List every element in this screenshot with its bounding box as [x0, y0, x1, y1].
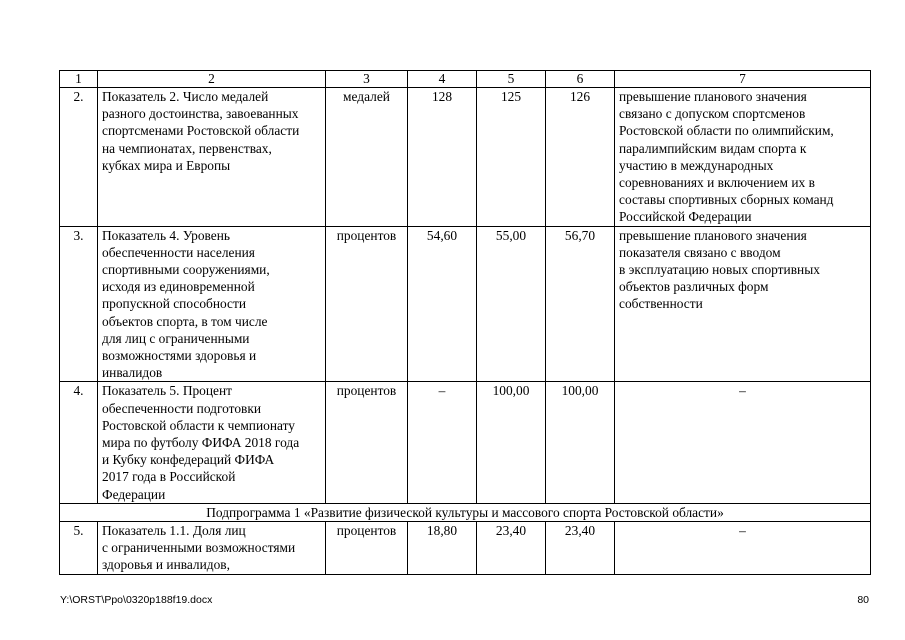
subprogram-title: Подпрограмма 1 «Развитие физической культуры и массового спорта Ростовской области» [60, 503, 871, 521]
page-number: 80 [857, 594, 869, 606]
indicator-name: Показатель 2. Число медалей разного достоинства, завоеванных спортсменами Ростовской области на чемпионатах, первенствах, кубках мира и Европы [98, 88, 326, 227]
indicator-name: Показатель 5. Процент обеспеченности подготовки Ростовской области к чемпионату мира по футболу ФИФА 2018 года и Кубку конфедераций ФИФА 2017 года в Российской Федерации [98, 382, 326, 503]
header-row [60, 71, 871, 88]
table-row [60, 226, 871, 382]
value-col-6: 56,70 [546, 226, 615, 382]
row-number: 2. [60, 88, 98, 227]
indicators-table [59, 70, 871, 575]
header-col-7: 7 [615, 71, 871, 88]
header-col-3: 3 [326, 71, 408, 88]
row-number: 5. [60, 522, 98, 575]
value-col-6: 100,00 [546, 382, 615, 503]
footer-file-path: Y:\ORST\Ppo\0320p188f19.docx [60, 594, 213, 606]
value-col-4: 128 [408, 88, 477, 227]
header-col-2: 2 [98, 71, 326, 88]
value-col-6: 23,40 [546, 522, 615, 575]
header-col-5: 5 [477, 71, 546, 88]
deviation-note: превышение планового значения показателя связано с вводом в эксплуатацию новых спортивных объектов различных форм собственности [615, 226, 871, 382]
value-col-5: 23,40 [477, 522, 546, 575]
row-number: 3. [60, 226, 98, 382]
unit: процентов [326, 226, 408, 382]
indicator-name: Показатель 1.1. Доля лиц с ограниченными возможностями здоровья и инвалидов, [98, 522, 326, 575]
subprogram-row [60, 503, 871, 521]
value-col-4: – [408, 382, 477, 503]
deviation-note: превышение планового значения связано с допуском спортсменов Ростовской области по олимпийским, паралимпийским видам спорта к участию в международных соревнованиях и включением их в составы спортивных сборных команд Российской Федерации [615, 88, 871, 227]
unit: процентов [326, 382, 408, 503]
unit: медалей [326, 88, 408, 227]
header-col-6: 6 [546, 71, 615, 88]
deviation-note: – [615, 382, 871, 503]
value-col-6: 126 [546, 88, 615, 227]
indicator-name: Показатель 4. Уровень обеспеченности населения спортивными сооружениями, исходя из единовременной пропускной способности объектов спорта, в том числе для лиц с ограниченными возможностями здоровья и инвалидов [98, 226, 326, 382]
unit: процентов [326, 522, 408, 575]
value-col-5: 55,00 [477, 226, 546, 382]
table-row [60, 88, 871, 227]
deviation-note: – [615, 522, 871, 575]
header-col-1: 1 [60, 71, 98, 88]
row-number: 4. [60, 382, 98, 503]
table-row [60, 522, 871, 575]
value-col-4: 18,80 [408, 522, 477, 575]
value-col-5: 125 [477, 88, 546, 227]
table-row [60, 382, 871, 503]
header-col-4: 4 [408, 71, 477, 88]
value-col-4: 54,60 [408, 226, 477, 382]
value-col-5: 100,00 [477, 382, 546, 503]
